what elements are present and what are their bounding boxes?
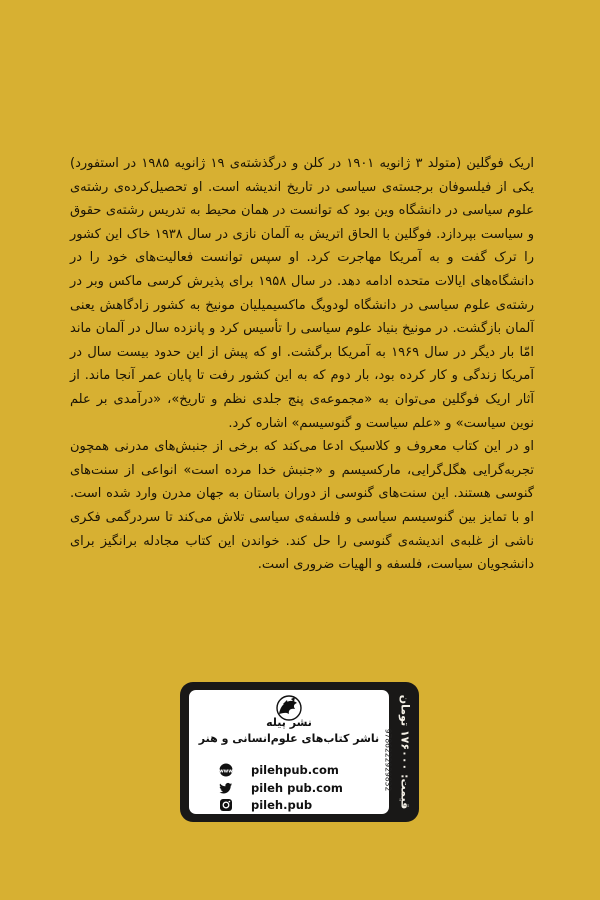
twitter-icon <box>219 781 233 795</box>
contact-twitter[interactable] <box>219 780 369 798</box>
price-label: قیمت: ۱۷۶۰۰۰ تومان <box>398 694 412 810</box>
contact-website[interactable] <box>219 762 369 780</box>
contact-text: pileh pub.com <box>251 781 343 795</box>
contact-text: pilehpub.com <box>251 763 339 777</box>
instagram-icon <box>219 798 233 812</box>
blurb-paragraph-book: او در این کتاب معروف و کلاسیک ادعا می‌کند که برخی از جنبش‌های مدرنی همچون تجربه‌گرایی هگل‌گرایی، مارکسیسم و «جنبش خدا مرده است» انواعی از سنت‌های گنوسی هستند. این سنت‌های گنوسی از دوران باستان به جهان مدرن وارد شده است. او با تمایز بین گنوسیسم سیاسی و فلسفه‌ی سیاسی تلاش می‌کند تا سردرگمی فکری ناشی از غلبه‌ی اندیشه‌ی گنوسی را حل کند. خواندن این کتاب مجادله برانگیز برای دانشجویان سیاست، فلسفه و الهیات ضروری است. <box>70 439 534 573</box>
price-strip <box>391 682 419 822</box>
globe-icon <box>219 763 233 777</box>
publisher-name: نشر پیله <box>266 716 312 729</box>
contact-text: pileh.pub <box>251 798 313 812</box>
publisher-label <box>180 682 419 822</box>
publisher-panel <box>189 690 393 814</box>
blurb-paragraph-bio: اریک فوگلین (متولد ۳ ژانویه ۱۹۰۱ در کلن و درگذشته‌ی ۱۹ ژانویه ۱۹۸۵ در استفورد) یکی از فیلسوفان برجسته‌ی سیاسی در تاریخ اندیشه است. او تحصیل‌کرده‌ی رشته‌ی علوم سیاسی در دانشگاه وین بود که توانست در همان محیط به تدریس رشته‌ی حقوق و سیاست بپردازد. فوگلین با الحاق اتریش به آلمان نازی در سال ۱۹۳۸ خاک این کشور را ترک گفت و به آمریکا مهاجرت کرد. او سپس توانست فعالیت‌های خود را در دانشگاه‌های ایالات متحده ادامه دهد. در سال ۱۹۵۸ برای پذیرش کرسی ماکس وبر در رشته‌ی علوم سیاسی در دانشگاه لودویگ ماکسیمیلیان مونیخ به کشور زادگاهش یعنی آلمان بازگشت. در مونیخ بنیاد علوم سیاسی را تأسیس کرد و پانزده سال در آلمان ماند امّا بار دیگر در سال ۱۹۶۹ به آمریکا برگشت. او که پیش از این حدود بیست سال در آمریکا زندگی و کار کرده بود، بار دوم که به این کشور رفت تا پایان عمر آنجا ماند. از آثار اریک فوگلین می‌توان به «مجموعه‌ی پنج جلدی نظم و تاریخ»، «درآمدی بر علم نوین سیاست» و «علم سیاست و گنوسیسم» اشاره کرد. <box>70 156 535 431</box>
isbn-number: 9786222929832 <box>383 728 393 792</box>
contact-instagram[interactable] <box>219 797 369 815</box>
cover-blurb <box>70 152 534 577</box>
publisher-tagline: ناشر کتاب‌های علوم‌انسانی و هنر <box>198 732 380 745</box>
svg-text:www: www <box>219 768 233 775</box>
